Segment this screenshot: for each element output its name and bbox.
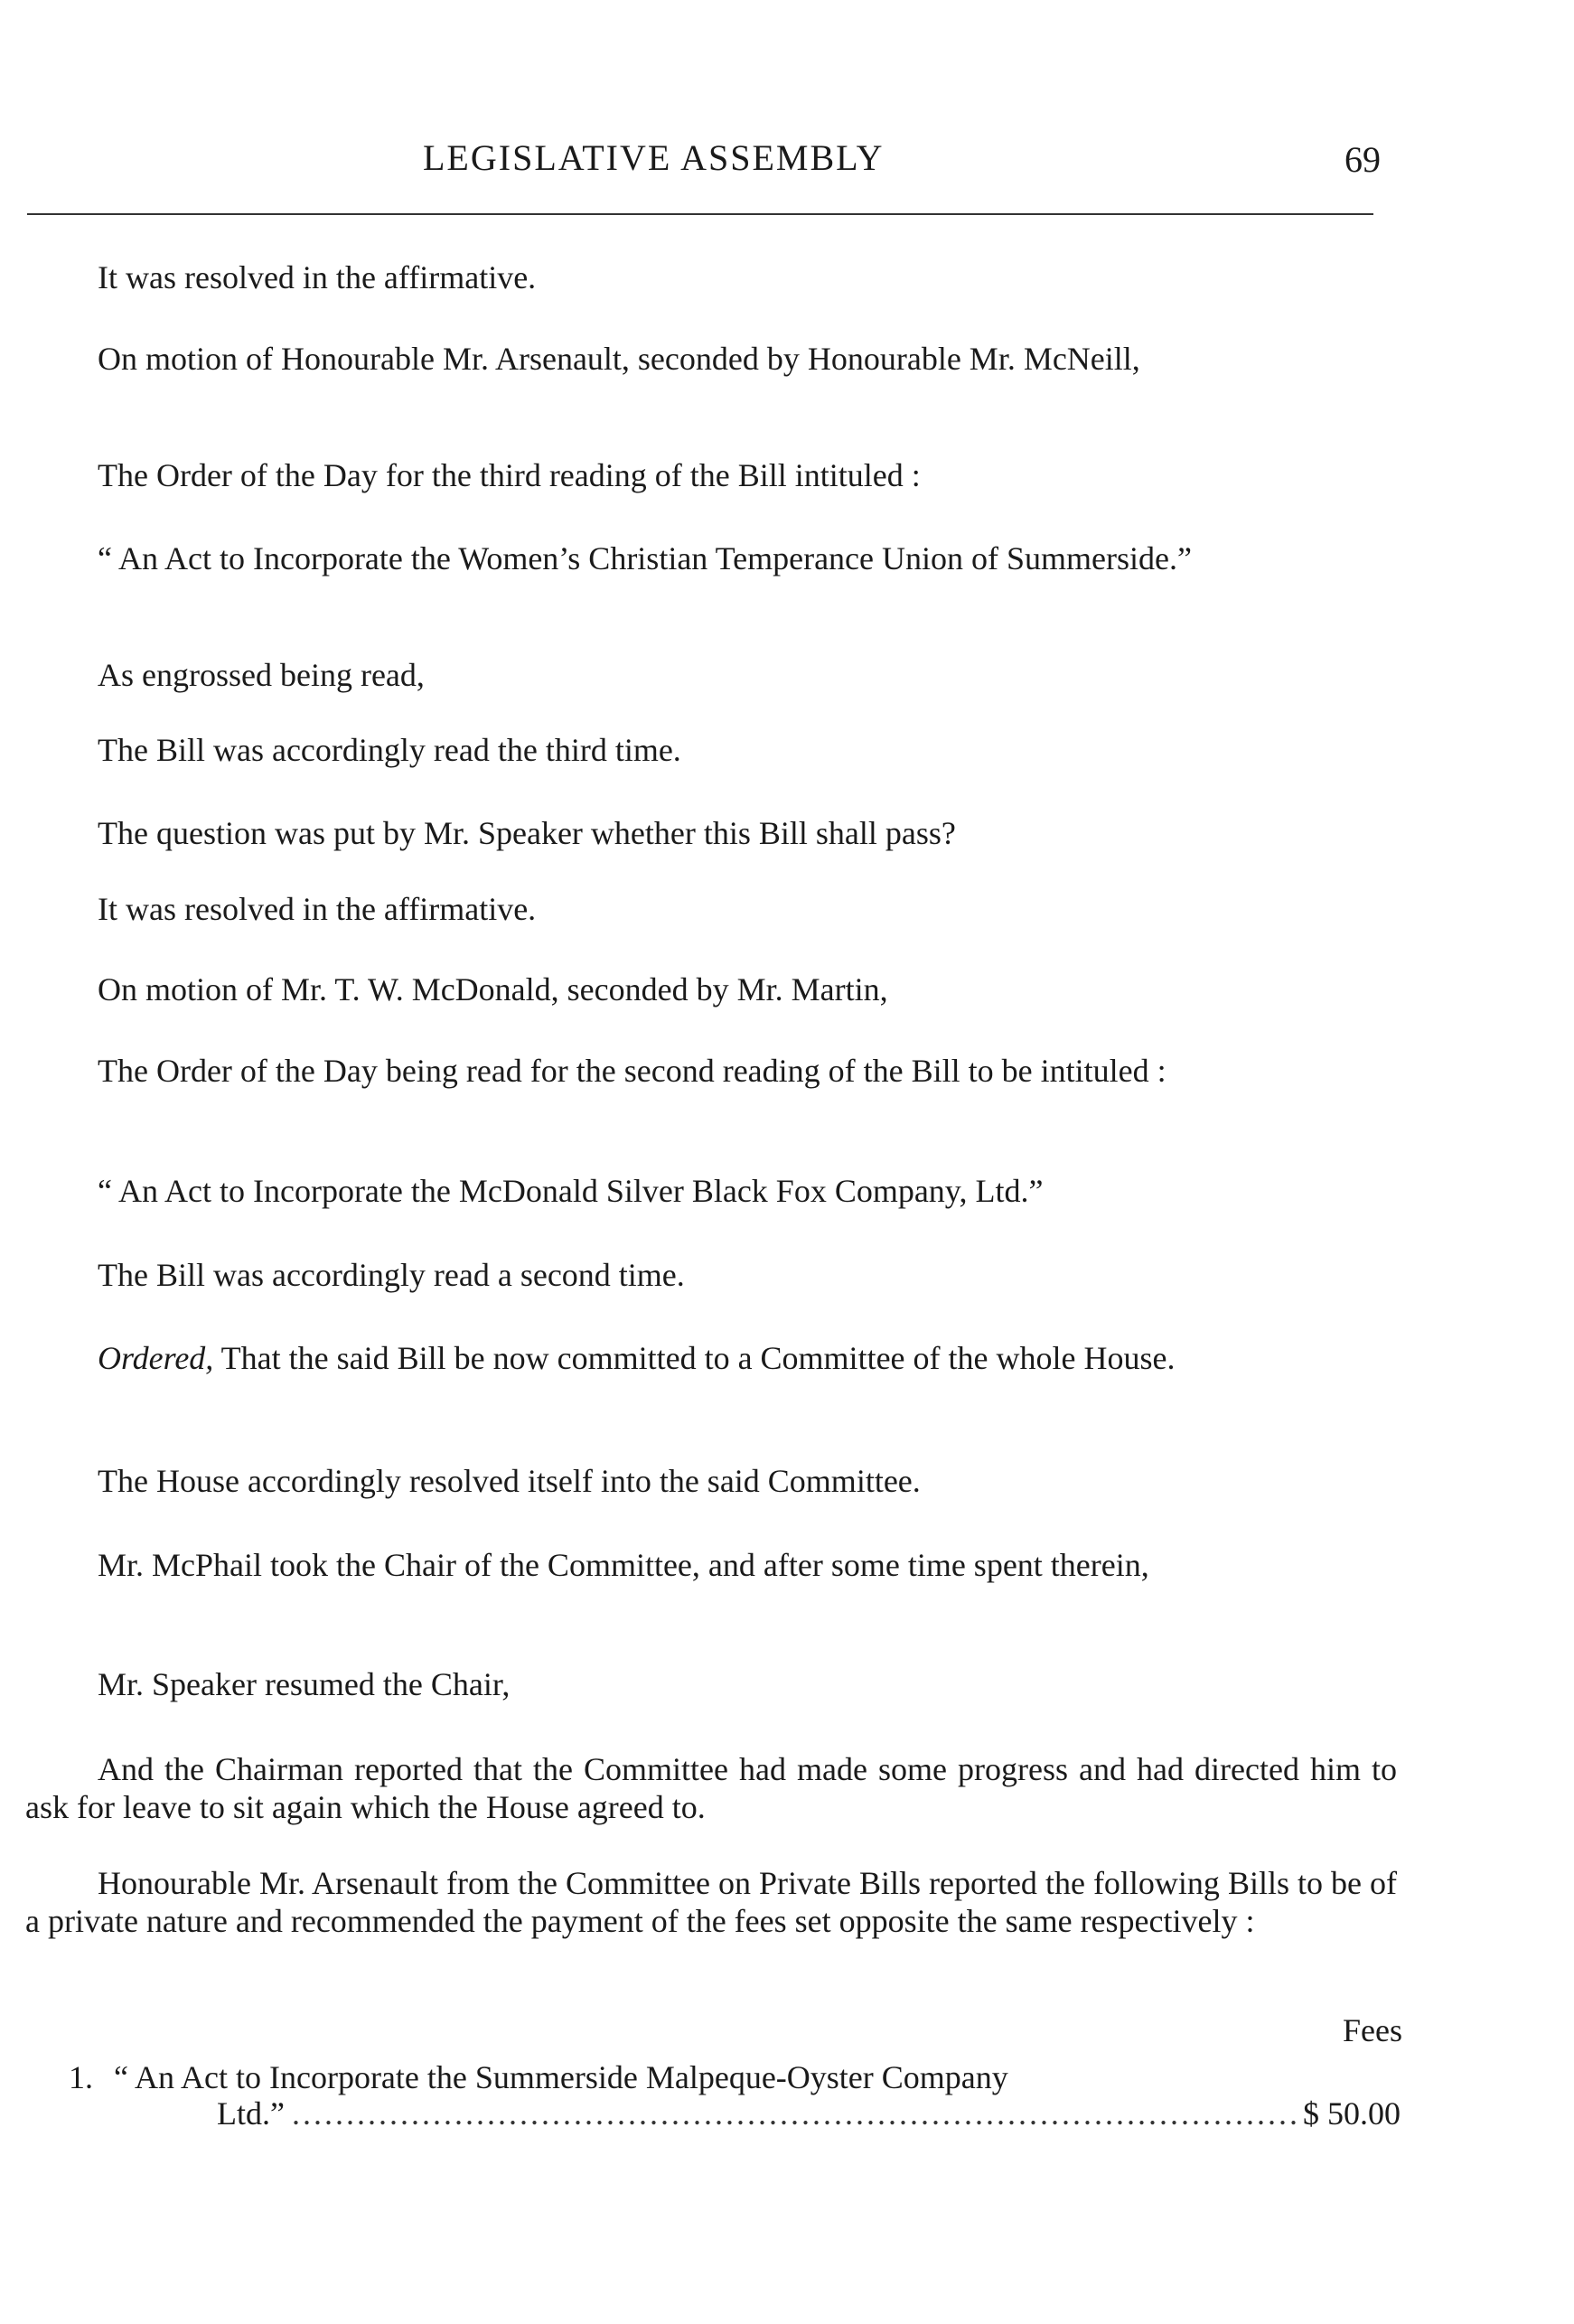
paragraph-third-reading-order: The Order of the Day for the third reading of the Bill intituled : (98, 457, 921, 493)
paragraph-private-bills-report: Honourable Mr. Arsenault from the Committee on Private Bills reported the following Bills to be of a private nature and recommended the payment of the fees set opposite the same respectively : (25, 1865, 1397, 1939)
running-header-title: LEGISLATIVE ASSEMBLY (423, 137, 885, 178)
fee-item-title-line-2: Ltd.” (217, 2095, 285, 2132)
fee-item-number: 1. (69, 2059, 93, 2095)
paragraph-motion-mcdonald: On motion of Mr. T. W. McDonald, seconded by Mr. Martin, (98, 971, 888, 1007)
fee-item-title-line-1: “ An Act to Incorporate the Summerside Malpeque-Oyster Company (114, 2059, 1008, 2095)
paragraph-ordered-committed (25, 1339, 1397, 1377)
paragraph-chairman-reported: And the Chairman reported that the Committee had made some progress and had directed him to ask for leave to sit again which the House agreed to. (25, 1751, 1397, 1825)
paragraph-engrossed: As engrossed being read, (98, 657, 425, 693)
paragraph-resolved-2: It was resolved in the affirmative. (98, 891, 537, 927)
ordered-word: Ordered, (98, 1340, 214, 1376)
paragraph-question-put: The question was put by Mr. Speaker whether this Bill shall pass? (98, 815, 956, 851)
paragraph-read-third-time: The Bill was accordingly read the third time. (98, 732, 681, 768)
paragraph-house-resolved: The House accordingly resolved itself into the said Committee. (98, 1463, 921, 1499)
fee-item-line-2 (217, 2094, 1401, 2132)
paragraph-speaker-resumed: Mr. Speaker resumed the Chair, (98, 1666, 511, 1702)
paragraph-bill-title-wctu: “ An Act to Incorporate the Women’s Christian Temperance Union of Summerside.” (98, 540, 1192, 576)
ordered-text: That the said Bill be now committed to a Committee of the whole House. (213, 1340, 1176, 1376)
fees-column-heading: Fees (1343, 2012, 1402, 2048)
paragraph-second-reading-order: The Order of the Day being read for the second reading of the Bill to be intituled : (98, 1053, 1166, 1089)
fee-item-line-1 (69, 2058, 1008, 2096)
paragraph-resolved-1: It was resolved in the affirmative. (98, 259, 537, 295)
fee-amount: $ 50.00 (1303, 2095, 1401, 2132)
header-rule (27, 213, 1373, 215)
dot-leader (292, 2094, 1296, 2132)
paragraph-motion-arsenault: On motion of Honourable Mr. Arsenault, seconded by Honourable Mr. McNeill, (98, 341, 1140, 377)
page-number: 69 (1344, 139, 1381, 180)
paragraph-mcphail-chair: Mr. McPhail took the Chair of the Committee, and after some time spent therein, (98, 1547, 1149, 1583)
paragraph-bill-title-fox-company: “ An Act to Incorporate the McDonald Silver Black Fox Company, Ltd.” (98, 1173, 1044, 1209)
paragraph-read-second-time: The Bill was accordingly read a second time. (98, 1257, 685, 1293)
